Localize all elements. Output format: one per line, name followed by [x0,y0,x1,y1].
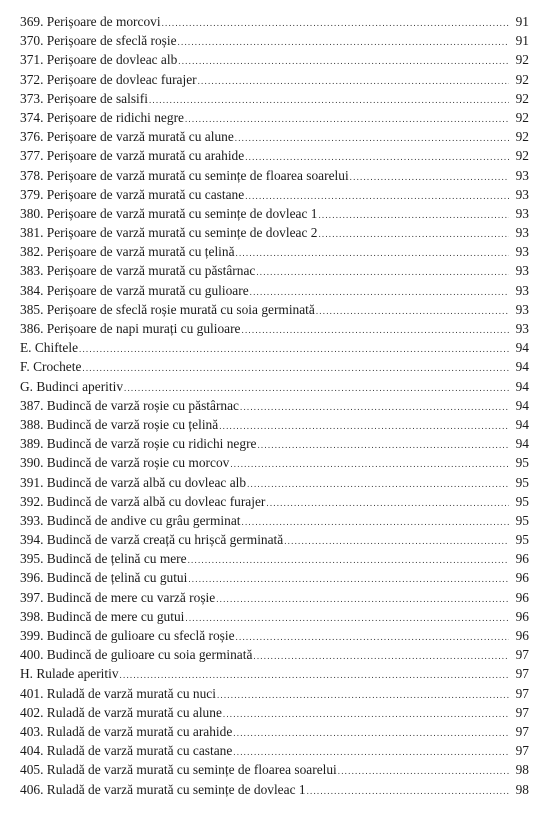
toc-entry-page-number: 93 [515,244,529,260]
dot-leader [236,244,509,263]
toc-entry-title: 400. Budincă de gulioare cu soia germinată [20,647,253,663]
dot-leader [223,705,509,724]
dot-leader [307,782,509,801]
toc-entry-title: 401. Ruladă de varză murată cu nuci [20,685,216,701]
toc-entry-title: 379. Perișoare de varză murată cu castane [20,186,245,202]
dot-leader [216,590,509,609]
toc-entry-title: H. Rulade aperitiv [20,666,119,682]
toc-entry-title: 404. Ruladă de varză murată cu castane [20,743,233,759]
toc-entry-page-number: 93 [515,263,529,279]
toc-entry-title: 371. Perișoare de dovleac alb [20,52,178,68]
toc-entry-page-number: 96 [515,551,529,567]
toc-entry-page-number: 96 [515,589,529,605]
toc-entry-page-number: 92 [515,71,529,87]
toc-entry-title: 398. Budincă de mere cu gutui [20,608,185,624]
dot-leader [236,628,509,647]
toc-entry-page-number: 97 [515,704,529,720]
toc-entry [20,780,529,799]
toc-entry-title: 387. Budincă de varză roșie cu păstârnac [20,397,239,413]
toc-entry-page-number: 93 [515,167,529,183]
toc-entry-title: 370. Perișoare de sfeclă roșie [20,33,177,49]
toc-entry-page-number: 94 [515,359,529,375]
toc-entry-title: 380. Perișoare de varză murată cu semințe de dovleac 1 [20,205,318,221]
toc-entry-title: 405. Ruladă de varză murată cu semințe de floarea soarelui [20,762,337,778]
toc-entry-page-number: 94 [515,397,529,413]
toc-entry [20,588,529,607]
dot-leader [188,551,509,570]
toc-entry-title: 377. Perișoare de varză murată cu arahide [20,148,245,164]
toc-entry-page-number: 98 [515,762,529,778]
dot-leader [318,206,509,225]
toc-entry-page-number: 92 [515,148,529,164]
toc-entry-title: 399. Budincă de gulioare cu sfeclă roșie [20,628,235,643]
toc-entry-title: F. Crochete [20,359,82,375]
dot-leader [257,436,509,455]
toc-entry [20,415,529,434]
toc-entry [20,377,529,396]
toc-entry [20,684,529,703]
toc-entry-page-number: 97 [515,685,529,701]
toc-entry-title: 388. Budincă de varză roșie cu țelină [20,416,219,432]
toc-entry-title: 403. Ruladă de varză murată cu arahide [20,723,233,739]
dot-leader [266,494,509,513]
dot-leader [178,52,509,71]
toc-entry-title: 396. Budincă de țelină cu gutui [20,570,188,586]
toc-entry-title: 372. Perișoare de dovleac furajer [20,71,197,87]
toc-entry [20,703,529,722]
dot-leader [233,724,509,743]
toc-entry-page-number: 93 [515,205,529,221]
dot-leader [318,225,509,244]
toc-entry [20,261,529,280]
toc-entry [20,396,529,415]
toc-entry [20,434,529,453]
toc-entry-page-number: 96 [515,570,529,586]
toc-entry-page-number: 95 [515,455,529,471]
toc-entry [20,242,529,261]
toc-entry [20,185,529,204]
toc-entry [20,300,529,319]
toc-entry-page-number: 91 [515,14,529,29]
dot-leader [338,762,509,781]
toc-entry-title: 394. Budincă de varză creață cu hrișcă germinată [20,532,284,548]
toc-entry-page-number: 92 [515,90,529,106]
dot-leader [253,647,509,666]
toc-entry-title: 373. Perișoare de salsifi [20,90,148,106]
toc-entry-page-number: 94 [515,416,529,432]
toc-entry [20,453,529,472]
toc-entry [20,108,529,127]
toc-entry-page-number: 93 [515,321,529,336]
toc-entry-title: 389. Budincă de varză roșie cu ridichi negre [20,436,257,452]
toc-entry-page-number: 95 [515,512,529,528]
toc-entry [20,223,529,242]
toc-entry [20,645,529,664]
dot-leader [188,570,509,589]
toc-entry [20,281,529,300]
toc-entry [20,146,529,165]
toc-entry-page-number: 93 [515,225,529,241]
toc-entry-title: 382. Perișoare de varză murată cu țelină [20,244,235,260]
toc-entry-title: 381. Perișoare de varză murată cu semințe de dovleac 2 [20,225,318,241]
toc-entry-page-number: 96 [515,608,529,624]
toc-entry [20,492,529,511]
dot-leader [242,321,509,340]
toc-entry-page-number: 97 [515,723,529,739]
toc-entry-title: G. Budinci aperitiv [20,378,124,394]
dot-leader [82,359,509,378]
toc-entry-page-number: 93 [515,186,529,202]
dot-leader [219,417,509,436]
toc-entry [20,530,529,549]
toc-entry-title: 369. Perișoare de morcovi [20,14,161,29]
toc-entry-page-number: 94 [515,378,529,394]
toc-entry-title: 376. Perișoare de varză murată cu alune [20,129,234,145]
toc-entry-title: 383. Perișoare de varză murată cu păstârnac [20,263,256,279]
dot-leader [230,455,509,474]
toc-entry-title: 393. Budincă de andive cu grâu germinat [20,512,241,528]
toc-entry [20,607,529,626]
toc-entry-page-number: 96 [515,628,529,643]
toc-entry-page-number: 93 [515,301,529,317]
toc-entry [20,741,529,760]
toc-entry [20,31,529,50]
dot-leader [256,263,509,282]
toc-entry-page-number: 92 [515,52,529,68]
toc-entry-page-number: 95 [515,493,529,509]
toc-entry-title: 397. Budincă de mere cu varză roșie [20,589,216,605]
toc-entry [20,338,529,357]
dot-leader [162,14,509,33]
dot-leader [217,686,509,705]
toc-entry [20,511,529,530]
toc-entry-title: 391. Budincă de varză albă cu dovleac alb [20,474,247,490]
toc-entry-page-number: 94 [515,340,529,356]
dot-leader [316,302,509,321]
toc-entry [20,549,529,568]
toc-entry-title: E. Chiftele [20,340,79,356]
toc-entry-page-number: 92 [515,109,529,125]
toc-entry-page-number: 98 [515,781,529,797]
toc-entry-title: 378. Perișoare de varză murată cu semințe de floarea soarelui [20,167,349,183]
toc-entry [20,357,529,376]
dot-leader [198,72,509,91]
toc-entry [20,166,529,185]
toc-entry-title: 374. Perișoare de ridichi negre [20,109,184,125]
toc-entry-title: 385. Perișoare de sfeclă roșie murată cu soia germinată [20,301,315,317]
toc-entry [20,12,529,31]
dot-leader [178,33,509,52]
toc-entry-page-number: 95 [515,474,529,490]
toc-entry-page-number: 97 [515,647,529,663]
toc-entry [20,50,529,69]
toc-entry [20,760,529,779]
dot-leader [350,168,509,187]
dot-leader [284,532,509,551]
toc-entry-page-number: 94 [515,436,529,452]
toc-entry [20,319,529,338]
toc-entry-page-number: 97 [515,666,529,682]
toc-entry [20,626,529,645]
toc-entry [20,204,529,223]
toc-entry-title: 390. Budincă de varză roșie cu morcov [20,455,230,471]
dot-leader [235,129,509,148]
toc-entry [20,89,529,108]
dot-leader [149,91,509,110]
toc-entry-page-number: 93 [515,282,529,298]
toc-entry-title: 384. Perișoare de varză murată cu gulioare [20,282,249,298]
toc-entry [20,127,529,146]
dot-leader [247,475,509,494]
toc-entry-page-number: 91 [515,33,529,49]
table-of-contents [20,12,529,799]
toc-entry [20,722,529,741]
toc-entry-page-number: 92 [515,129,529,145]
toc-entry [20,664,529,683]
toc-entry-title: 386. Perișoare de napi murați cu gulioare [20,321,241,336]
dot-leader [79,340,509,359]
toc-entry-page-number: 97 [515,743,529,759]
toc-entry-title: 406. Ruladă de varză murată cu semințe de dovleac 1 [20,781,306,797]
toc-entry [20,70,529,89]
toc-entry-title: 392. Budincă de varză albă cu dovleac furajer [20,493,266,509]
toc-entry-title: 395. Budincă de țelină cu mere [20,551,187,567]
toc-entry [20,473,529,492]
dot-leader [240,398,509,417]
toc-entry-title: 402. Ruladă de varză murată cu alune [20,704,222,720]
toc-entry-page-number: 95 [515,532,529,548]
toc-entry [20,568,529,587]
